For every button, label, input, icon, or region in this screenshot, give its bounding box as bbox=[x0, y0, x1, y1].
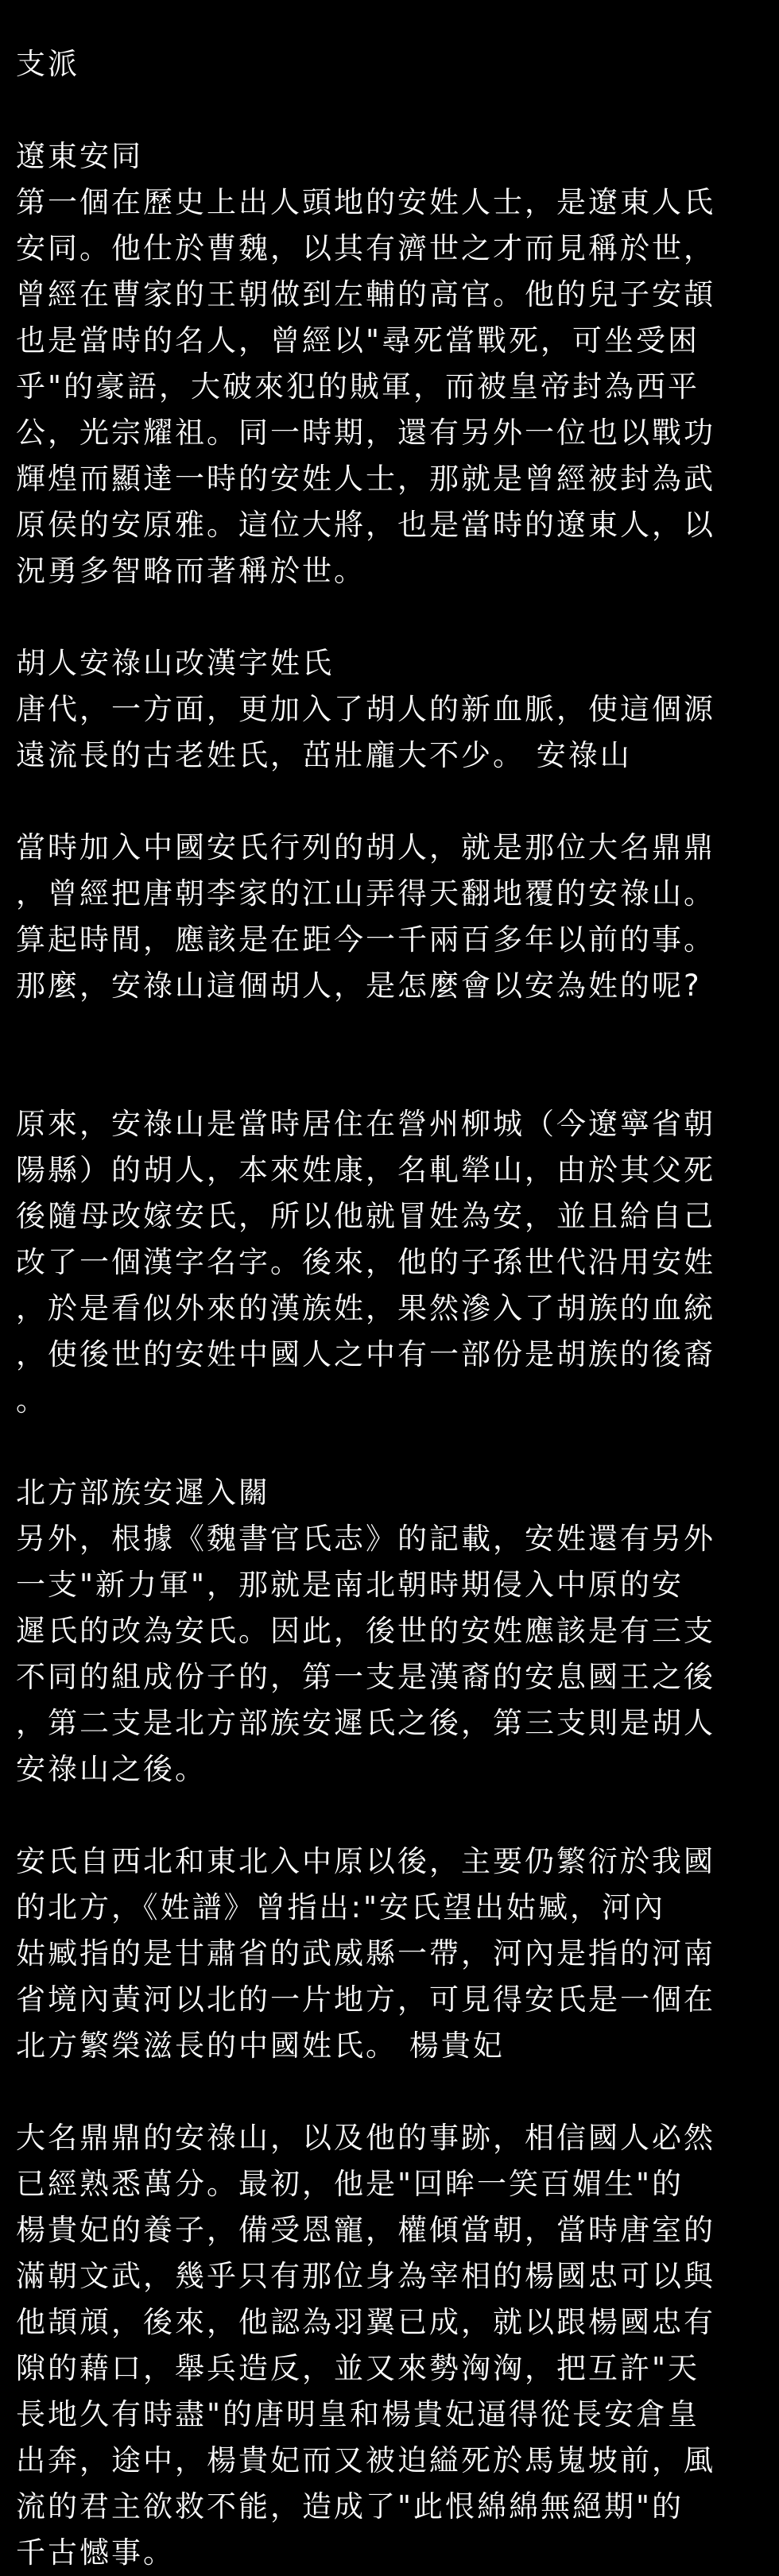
text-line: 遲氏的改為安氏。因此，後世的安姓應該是有三支 bbox=[16, 1614, 715, 1648]
text-line: 安祿山之後。 bbox=[16, 1752, 207, 1786]
text-line: 唐代，一方面，更加入了胡人的新血脈，使這個源 bbox=[16, 692, 715, 726]
text-line: 已經熟悉萬分。最初，他是"回眸一笑百媚生"的 bbox=[16, 2167, 684, 2201]
text-line: 陽縣）的胡人，本來姓康，名軋犖山，由於其父死 bbox=[16, 1153, 715, 1187]
text-line: 另外，根據《魏書官氏志》的記載，安姓還有另外 bbox=[16, 1522, 715, 1556]
text-line: 輝煌而顯達一時的安姓人士，那就是曾經被封為武 bbox=[16, 462, 715, 496]
spacer bbox=[16, 1009, 763, 1101]
spacer bbox=[16, 1793, 763, 1839]
text-line: 安同。他仕於曹魏，以其有濟世之才而見稱於世， bbox=[16, 231, 715, 265]
section-title-an-lushan: 胡人安祿山改漢字姓氏 bbox=[16, 646, 334, 680]
spacer bbox=[16, 87, 763, 133]
section-title-liaodong-antong: 遼東安同 bbox=[16, 139, 143, 173]
text-line: 乎"的豪語，大破來犯的賊軍，而被皇帝封為西平 bbox=[16, 369, 700, 404]
text-line: 省境內黃河以北的一片地方，可見得安氏是一個在 bbox=[16, 1982, 715, 2017]
text-line: 的北方，《姓譜》曾指出:"安氏望出姑臧，河內 bbox=[16, 1890, 665, 1924]
text-line: ，於是看似外來的漢族姓，果然滲入了胡族的血統 bbox=[16, 1291, 715, 1325]
text-line: 長地久有時盡"的唐明皇和楊貴妃逼得從長安倉皇 bbox=[16, 2397, 700, 2431]
text-line: ，使後世的安姓中國人之中有一部份是胡族的後裔 bbox=[16, 1337, 715, 1371]
text-line: 後隨母改嫁安氏，所以他就冒姓為安，並且給自己 bbox=[16, 1199, 715, 1233]
text-line: 他頡頏，後來，他認為羽翼已成，就以跟楊國忠有 bbox=[16, 2305, 715, 2339]
text-line: 滿朝文武，幾乎只有那位身為宰相的楊國忠可以與 bbox=[16, 2259, 715, 2293]
text-line: 況勇多智略而著稱於世。 bbox=[16, 554, 366, 588]
text-line: 不同的組成份子的，第一支是漢裔的安息國王之後 bbox=[16, 1660, 715, 1694]
text-line: 曾經在曹家的王朝做到左輔的高官。他的兒子安頡 bbox=[16, 277, 715, 311]
text-line: 改了一個漢字名字。後來，他的子孫世代沿用安姓 bbox=[16, 1245, 715, 1279]
text-line: 遠流長的古老姓氏，茁壯龐大不少。 安祿山 bbox=[16, 738, 632, 772]
text-line: 一支"新力軍"，那就是南北朝時期侵入中原的安 bbox=[16, 1568, 684, 1602]
spacer bbox=[16, 594, 763, 640]
text-line: 千古憾事。 bbox=[16, 2535, 175, 2570]
text-line: 大名鼎鼎的安祿山，以及他的事跡，相信國人必然 bbox=[16, 2121, 715, 2155]
text-line: 當時加入中國安氏行列的胡人，就是那位大名鼎鼎 bbox=[16, 830, 715, 864]
text-line: 原來，安祿山是當時居住在營州柳城（今遼寧省朝 bbox=[16, 1107, 715, 1141]
text-line: ，曾經把唐朝李家的江山弄得天翻地覆的安祿山。 bbox=[16, 876, 715, 911]
text-line: 楊貴妃的養子，備受恩寵，權傾當朝，當時唐室的 bbox=[16, 2213, 715, 2247]
text-line: 公，光宗耀祖。同一時期，還有另外一位也以戰功 bbox=[16, 416, 715, 450]
text-line: 原侯的安原雅。這位大將，也是當時的遼東人，以 bbox=[16, 508, 715, 542]
text-line: 。 bbox=[16, 1383, 48, 1418]
page-heading: 支派 bbox=[16, 47, 79, 81]
text-line: 安氏自西北和東北入中原以後，主要仍繁衍於我國 bbox=[16, 1844, 715, 1878]
text-line: ，第二支是北方部族安遲氏之後，第三支則是胡人 bbox=[16, 1706, 715, 1740]
text-line: 隙的藉口，舉兵造反，並又來勢洶洶，把互許"天 bbox=[16, 2351, 700, 2385]
text-line: 也是當時的名人，曾經以"尋死當戰死，可坐受困 bbox=[16, 323, 700, 358]
spacer bbox=[16, 779, 763, 825]
spacer bbox=[16, 1424, 763, 1470]
text-line: 那麼，安祿山這個胡人，是怎麼會以安為姓的呢? bbox=[16, 969, 702, 1003]
text-line: 北方繁榮滋長的中國姓氏。 楊貴妃 bbox=[16, 2029, 505, 2063]
text-line: 第一個在歷史上出人頭地的安姓人士，是遼東人氏 bbox=[16, 185, 715, 219]
text-line: 算起時間，應該是在距今一千兩百多年以前的事。 bbox=[16, 922, 715, 957]
text-line: 姑臧指的是甘肅省的武威縣一帶，河內是指的河南 bbox=[16, 1936, 715, 1971]
text-line: 流的君主欲救不能，造成了"此恨綿綿無絕期"的 bbox=[16, 2489, 684, 2524]
text-line: 出奔，途中，楊貴妃而又被迫縊死於馬嵬坡前，風 bbox=[16, 2443, 715, 2477]
section-title-northern-tribe: 北方部族安遲入關 bbox=[16, 1476, 270, 1510]
spacer bbox=[16, 2069, 763, 2115]
